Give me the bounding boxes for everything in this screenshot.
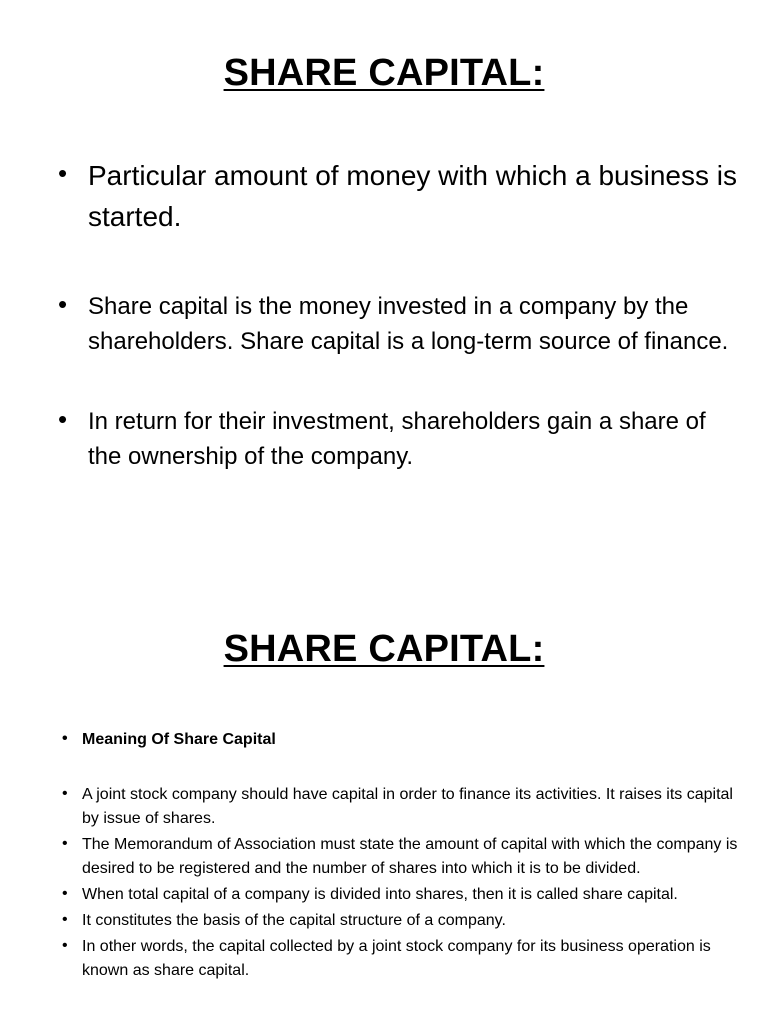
slide-title: SHARE CAPITAL: xyxy=(223,628,545,670)
bullet-icon: • xyxy=(62,835,68,852)
bullet-text: Meaning Of Share Capital xyxy=(82,731,276,748)
bullet-text: Particular amount of money with which a business is started. xyxy=(88,160,737,232)
bullet-item xyxy=(58,289,738,359)
bullet-list xyxy=(58,155,738,474)
bullet-icon: • xyxy=(62,785,68,802)
bullet-icon: • xyxy=(58,289,68,319)
bullet-icon: • xyxy=(62,730,68,747)
bullet-text: Share capital is the money invested in a company by the shareholders. Share capital is a long-term source of finance. xyxy=(88,293,729,355)
bullet-icon: • xyxy=(58,158,68,188)
slide-title: SHARE CAPITAL: xyxy=(223,52,545,94)
bullet-text: A joint stock company should have capital in order to finance its activities. It raises its capital by issue of shares. xyxy=(82,786,733,827)
slide-2 xyxy=(0,576,768,1024)
bullet-item xyxy=(62,909,742,933)
bullet-icon: • xyxy=(62,937,68,954)
bullet-text: When total capital of a company is divided into shares, then it is called share capital. xyxy=(82,886,678,903)
bullet-text: In return for their investment, shareholders gain a share of the ownership of the company. xyxy=(88,408,706,470)
bullet-heading xyxy=(62,728,742,752)
bullet-icon: • xyxy=(62,885,68,902)
bullet-item xyxy=(62,935,742,983)
bullet-text: In other words, the capital collected by a joint stock company for its business operation is known as share capital. xyxy=(82,938,711,979)
bullet-icon: • xyxy=(58,404,68,434)
bullet-item xyxy=(58,155,738,237)
bullet-item xyxy=(62,883,742,907)
bullet-text: The Memorandum of Association must state the amount of capital with which the company is desired to be registered and the number of shares into which it is to be divided. xyxy=(82,836,738,877)
bullet-list xyxy=(62,728,742,985)
bullet-item xyxy=(62,783,742,831)
bullet-item xyxy=(62,833,742,881)
bullet-text: It constitutes the basis of the capital structure of a company. xyxy=(82,912,506,929)
bullet-icon: • xyxy=(62,911,68,928)
bullet-item xyxy=(58,404,738,474)
